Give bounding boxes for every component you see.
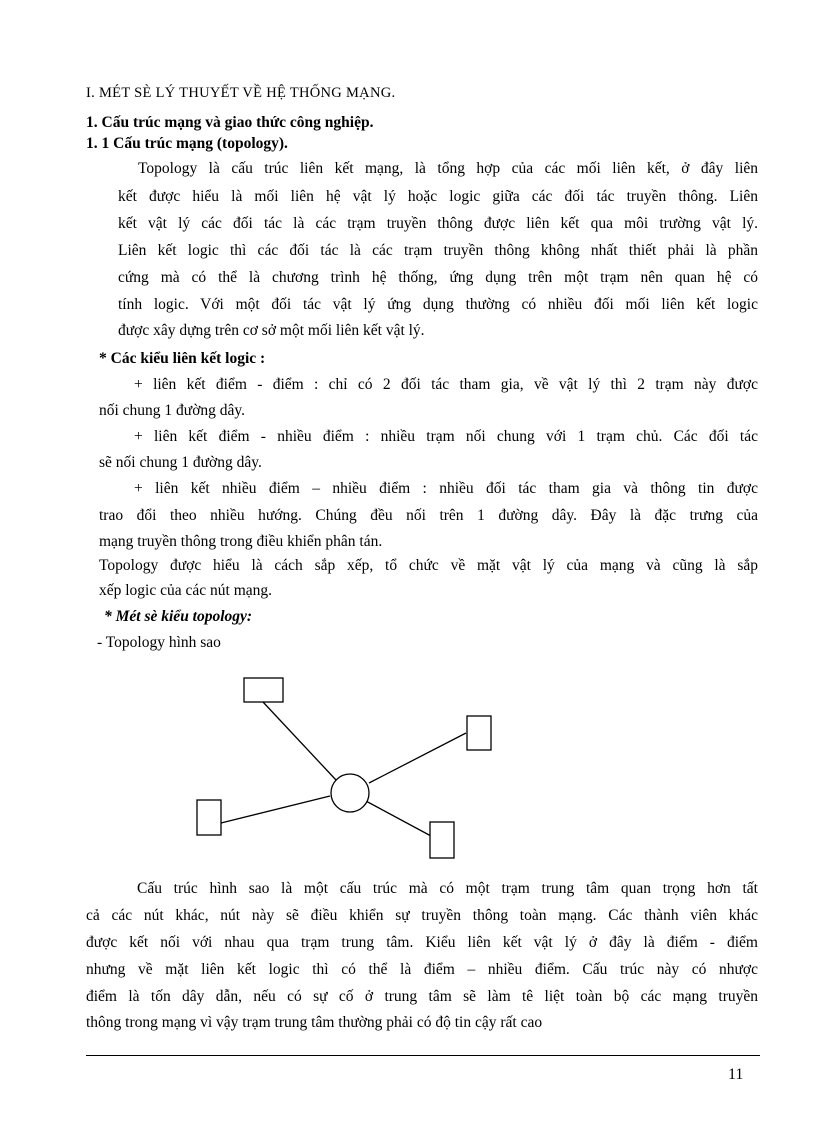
paragraph-line: thông trong mạng vì vậy trạm trung tâm thường phải có độ tin cậy rất cao (86, 1014, 543, 1031)
paragraph-line: kết được hiểu là mối liên hệ vật lý hoặc logic giữa các đối tác truyền thông. Liên (118, 188, 758, 205)
topology-definition-line: xếp logic của các nút mạng. (99, 582, 273, 599)
heading-topology: 1. 1 Cấu trúc mạng (topology). (86, 135, 288, 152)
star-topology-label: - Topology hình sao (97, 634, 221, 651)
paragraph-line: tính logic. Với một đối tác vật lý ứng dụng thường có nhiều đối mối liên kết logic (118, 296, 758, 313)
heading-structure-protocol: 1. Cấu trúc mạng và giao thức công nghiệp. (86, 114, 374, 131)
paragraph-line: Topology là cấu trúc liên kết mạng, là tổng hợp của các mối liên kết, ở đây liên (138, 160, 758, 177)
central-station (331, 774, 369, 812)
paragraph-line: kết vật lý các đối tác là các trạm truyền thông được liên kết qua môi trường vật lý. (118, 215, 758, 232)
link-top-left (263, 702, 336, 780)
topology-definition-line: Topology được hiểu là cách sắp xếp, tổ chức về mặt vật lý của mạng và cũng là sắp (99, 557, 758, 574)
paragraph-line: Cấu trúc hình sao là một cấu trúc mà có một trạm trung tâm quan trọng hơn tất (137, 880, 758, 897)
list-item-continuation: sẽ nối chung 1 đường dây. (99, 454, 262, 471)
logic-types-heading: * Các kiểu liên kết logic : (99, 350, 266, 367)
list-item-continuation: nối chung 1 đường dây. (99, 402, 246, 419)
link-left (221, 796, 330, 823)
paragraph-line: được xây dựng trên cơ sở một mối liên kết vật lý. (118, 322, 425, 339)
paragraph-line: Liên kết logic thì các đối tác là các trạm truyền thông không nhất thiết phải là phần (118, 242, 758, 259)
list-item: + liên kết điểm - nhiều điểm : nhiều trạm nối chung với 1 trạm chủ. Các đối tác (134, 428, 758, 445)
list-item-continuation: mạng truyền thông trong điều khiển phân tán. (99, 533, 383, 550)
link-right (369, 733, 466, 783)
node-right (467, 716, 491, 750)
list-item: + liên kết nhiều điểm – nhiều điểm : nhiều đối tác tham gia và thông tin được (134, 480, 758, 497)
list-item: + liên kết điểm - điểm : chỉ có 2 đối tác tham gia, về vật lý thì 2 trạm này được (134, 376, 758, 393)
page-number: 11 (728, 1066, 744, 1083)
paragraph-line: nhưng về mặt liên kết logic thì có thể là điểm – nhiều điểm. Cấu trúc này có nhược (86, 961, 758, 978)
footer-divider (86, 1055, 760, 1056)
node-left (197, 800, 221, 835)
paragraph-line: được kết nối với nhau qua trạm trung tâm. Kiểu liên kết vật lý ở đây là điểm - điểm (86, 934, 758, 951)
star-topology-diagram (180, 668, 510, 868)
node-bottom-right (430, 822, 454, 858)
paragraph-line: điểm là tốn dây dẫn, nếu có sự cố ở trung tâm sẽ làm tê liệt toàn bộ các mạng truyền (86, 988, 758, 1005)
paragraph-line: cứng mà có thể là chương trình hệ thống, ứng dụng trên một trạm nên quan hệ có (118, 269, 758, 286)
node-top-left (244, 678, 283, 702)
link-bottom-right (364, 800, 431, 836)
section-heading: I. MÉT SÈ LÝ THUYẾT VỀ HỆ THỐNG MẠNG. (86, 85, 396, 101)
list-item-continuation: trao đổi theo nhiều hướng. Chúng đều nối trên 1 đường dây. Đây là đặc trưng của (99, 507, 758, 524)
paragraph-line: cả các nút khác, nút này sẽ điều khiển sự truyền thông toàn mạng. Các thành viên khác (86, 907, 758, 924)
topology-types-heading: * Mét sè kiểu topology: (104, 608, 253, 625)
